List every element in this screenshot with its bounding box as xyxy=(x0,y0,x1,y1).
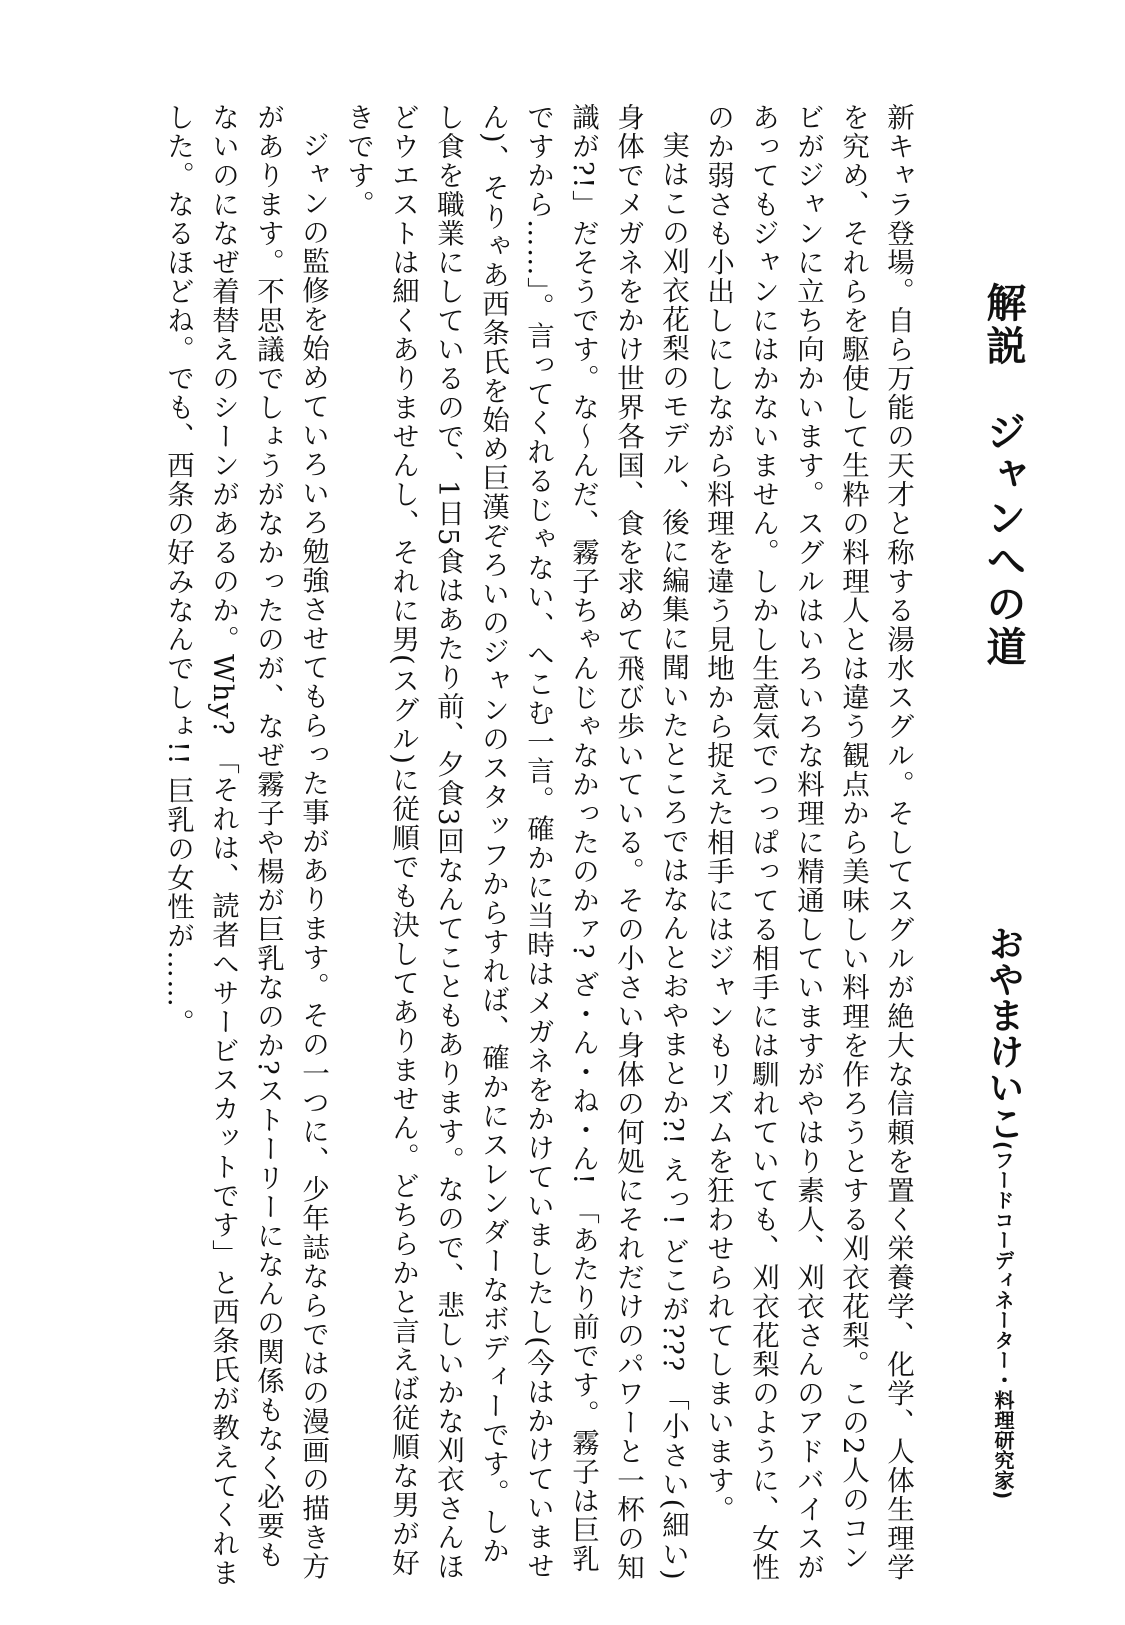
author-block xyxy=(973,925,1033,1605)
author-role: (フードコーディネーター・料理研究家) xyxy=(991,1141,1015,1500)
commentary-body xyxy=(150,103,920,1593)
paragraph: 実はこの刈衣花梨のモデル、後に編集に聞いたところではなんとおやまとか?! えっ! どこが??? 「小さい(細い)身体でメガネをかけ世界各国、食を求めて飛び歩いている。その小さい身体の何処にそれだけのパワーと一杯の知識が?!」だそうです。な～んだ、霧子ちゃんじゃなかったのかァ? ざ・ん・ね・ん! 「あたり前です。霧子は巨乳ですから……」。言ってくれるじゃない、へこむ一言。確かに当時はメガネをかけていましたし(今はかけていません)、そりゃあ西条氏を始め巨漢ぞろいのジャンのスタッフからすれば、確かにスレンダーなボディーです。しかし食を職業にしているので、1日5食はあたり前、夕食3回なんてこともあります。なので、悲しいかな刈衣さんほどウエストは細くありませんし、それに男(スグル)に従順でも決してありません。どちらかと言えば従順な男が好きです。 xyxy=(342,103,689,1582)
page-title: 解説 ジャンへの道 xyxy=(980,282,1026,669)
author-name: おやまけいこ xyxy=(983,925,1024,1141)
paragraph: 新キャラ登場。自ら万能の天才と称する湯水スグル。そしてスグルが絶大な信頼を置く栄養学、化学、人体生理学を究め、それらを駆使して生粋の料理人とは違う観点から美味しい料理を作ろうとする刈衣花梨。この2人のコンビがジャンに立ち向かいます。スグルはいろいろな料理に精通していますがやはり素人、刈衣さんのアドバイスがあってもジャンにはかないません。しかし生意気でつっぱってる相手には馴れていても、刈衣花梨のように、女性のか弱さも小出しにしながら料理を違う見地から捉えた相手にはジャンもリズムを狂わせられてしまいます。 xyxy=(702,103,914,1582)
paragraph: ジャンの監修を始めていろいろ勉強させてもらった事があります。その一つに、少年誌ならではの漫画の描き方があります。不思議でしょうがなかったのが、なぜ霧子や楊が巨乳なのか?ストーリーになんの関係もなく必要もないのになぜ着替えのシーンがあるのか。Why? 「それは、読者へサービスカットです」と西条氏が教えてくれました。なるほどね。でも、西条の好みなんでしょ!! 巨乳の女性が……。 xyxy=(162,103,329,1588)
